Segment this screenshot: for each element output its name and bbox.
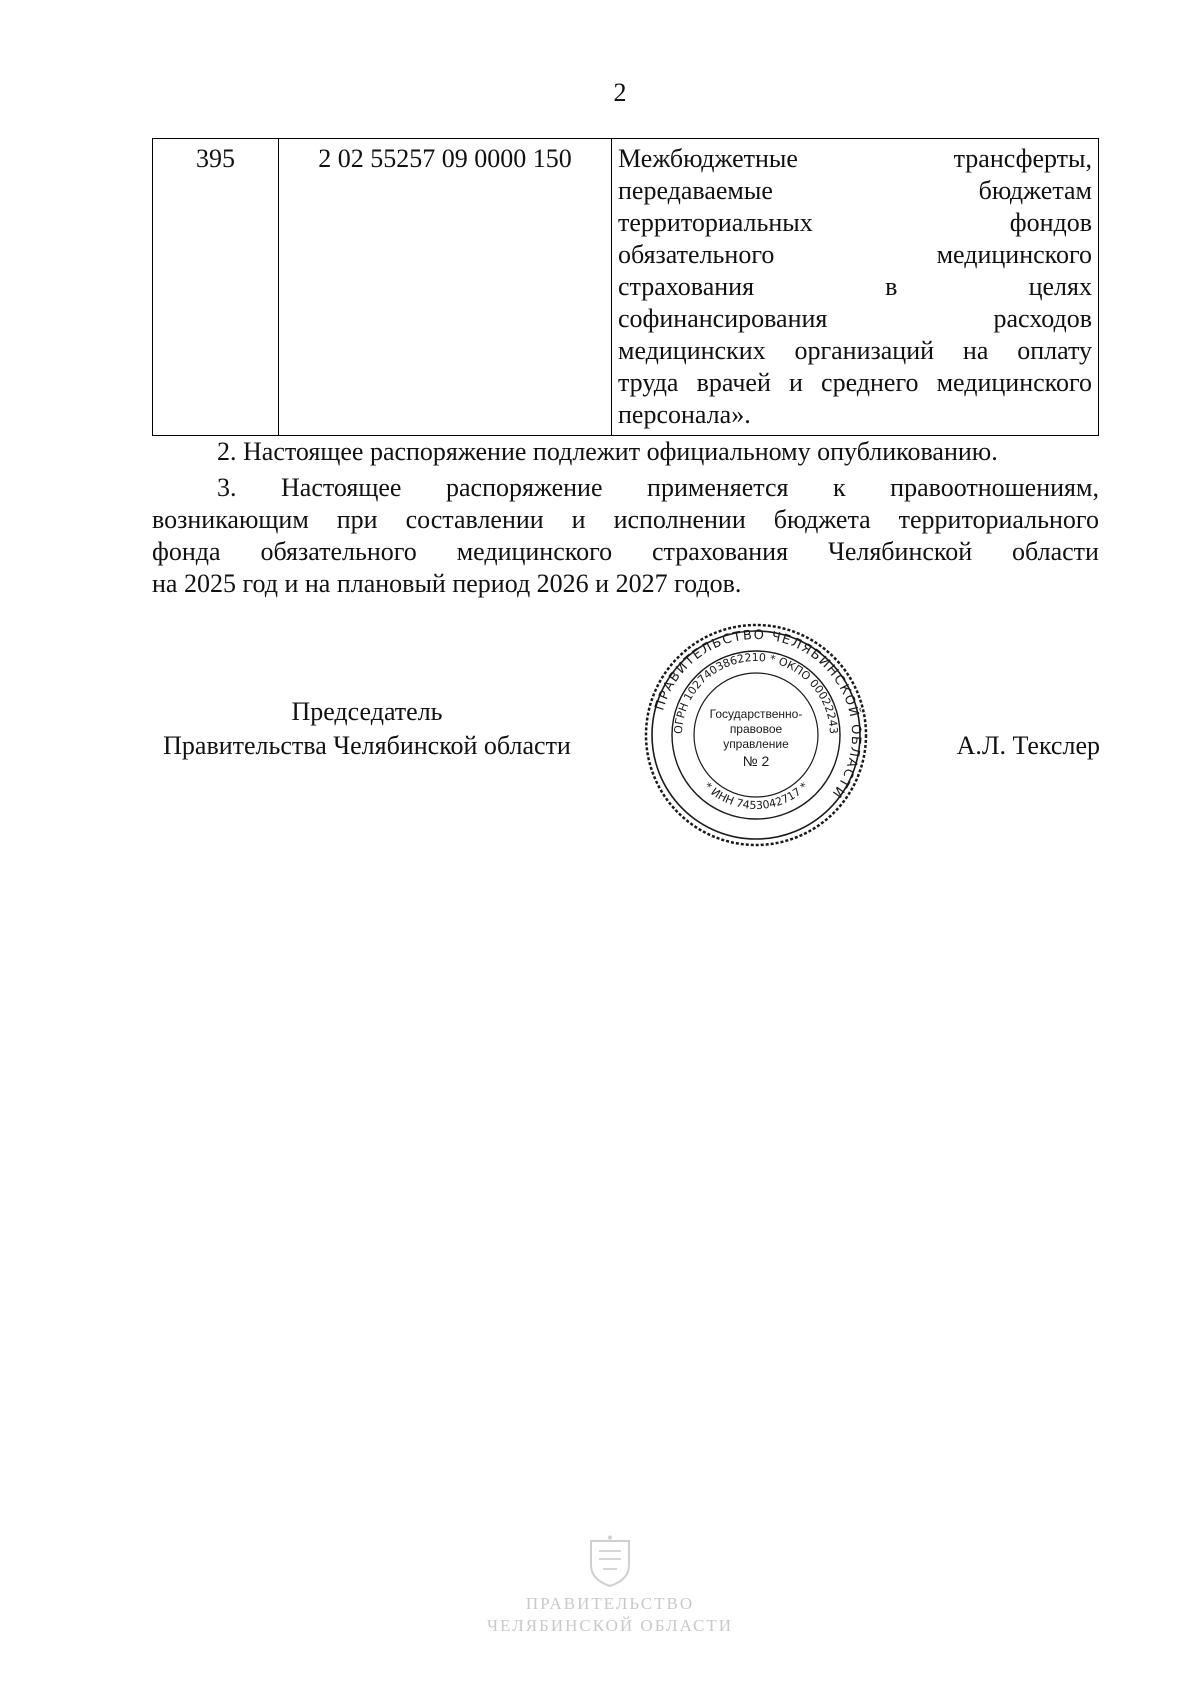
- word: Челябинской: [827, 537, 973, 566]
- signatory-name: А.Л. Текслер: [956, 731, 1100, 760]
- text-line: [152, 568, 1099, 600]
- classification-code-cell: 2 02 55257 09 0000 150: [279, 139, 612, 436]
- seal-inner-top-text: ОГРН 1027403862210 * ОКПО 00022243: [671, 650, 841, 735]
- text-line: [618, 335, 1092, 367]
- watermark-line1: ПРАВИТЕЛЬСТВО: [525, 1594, 695, 1613]
- income-name-cell: [612, 139, 1099, 436]
- signatory-title-line2: Правительства Челябинской области: [163, 731, 571, 760]
- text-line: [618, 271, 1092, 303]
- seal-inner-bottom-text: * ИНН 7453042717 *: [701, 779, 811, 813]
- word: врачей: [696, 368, 771, 397]
- word: обязательного: [618, 240, 775, 269]
- text-line: [618, 175, 1092, 207]
- word: правоотношениям,: [890, 473, 1099, 502]
- word: при: [336, 505, 378, 534]
- word: в: [885, 272, 898, 301]
- word: труда: [618, 368, 679, 397]
- word: 3.: [217, 473, 237, 502]
- text-line: [152, 504, 1099, 536]
- signatory-title: [152, 695, 582, 763]
- word: медицинского: [936, 368, 1092, 397]
- text-line: [618, 143, 1092, 175]
- word: распоряжение: [446, 473, 603, 502]
- budget-classification-table: [152, 138, 1099, 436]
- word: и: [571, 505, 586, 534]
- word: бюджета: [773, 505, 871, 534]
- coat-of-arms-icon: [587, 1535, 633, 1587]
- text-line: [618, 367, 1092, 399]
- word: исполнении: [613, 505, 746, 534]
- word: страхования: [618, 272, 755, 301]
- word: персонала».: [618, 400, 751, 429]
- word: оплату: [1017, 336, 1092, 365]
- word: передаваемые: [618, 176, 773, 205]
- word: страхования: [652, 537, 789, 566]
- word: трансферты,: [953, 144, 1092, 173]
- official-seal: [641, 620, 871, 850]
- text-line: [618, 239, 1092, 271]
- signatory-title-line1: Председатель: [291, 697, 443, 726]
- word: Межбюджетные: [618, 144, 798, 173]
- word: и: [789, 368, 803, 397]
- word: возникающим: [152, 505, 309, 534]
- word: Настоящее: [281, 473, 402, 502]
- table-row: [153, 139, 1099, 436]
- watermark-line2: ЧЕЛЯБИНСКОЙ ОБЛАСТИ: [486, 1616, 734, 1635]
- word: на 2025 год и на плановый период 2026 и 2027 годов.: [152, 569, 742, 598]
- paragraph-publication: 2. Настоящее распоряжение подлежит официальному опубликованию.: [217, 437, 998, 466]
- text-line: [152, 472, 1099, 504]
- word: территориального: [898, 505, 1099, 534]
- word: обязательного: [260, 537, 417, 566]
- word: софинансирования: [618, 304, 828, 333]
- word: применяется: [647, 473, 789, 502]
- seal-center-line3: управление: [723, 737, 789, 751]
- word: территориальных: [618, 208, 813, 237]
- government-watermark: [440, 1535, 780, 1637]
- word: организаций: [794, 336, 935, 365]
- seal-center-line1: Государственно-: [709, 707, 803, 721]
- seal-center-line4: № 2: [742, 753, 770, 769]
- text-line: [618, 207, 1092, 239]
- word: целях: [1028, 272, 1092, 301]
- page-number: 2: [613, 78, 627, 107]
- word: среднего: [821, 368, 919, 397]
- admin-code-cell: 395: [153, 139, 279, 436]
- word: фондов: [1009, 208, 1092, 237]
- word: области: [1012, 537, 1099, 566]
- word: медицинских: [618, 336, 766, 365]
- text-line: [618, 399, 1092, 431]
- word: бюджетам: [978, 176, 1092, 205]
- paragraph-application: [152, 472, 1099, 600]
- word: расходов: [993, 304, 1092, 333]
- seal-center-line2: правовое: [729, 722, 783, 736]
- income-name-text: [618, 143, 1092, 431]
- word: на: [962, 336, 989, 365]
- word: к: [832, 473, 846, 502]
- text-line: [152, 536, 1099, 568]
- word: составлении: [405, 505, 544, 534]
- text-line: [618, 303, 1092, 335]
- word: медицинского: [456, 537, 613, 566]
- word: фонда: [152, 537, 221, 566]
- word: медицинского: [936, 240, 1092, 269]
- seal-outer-text: ПРАВИТЕЛЬСТВО ЧЕЛЯБИНСКОЙ ОБЛАСТИ: [652, 627, 864, 802]
